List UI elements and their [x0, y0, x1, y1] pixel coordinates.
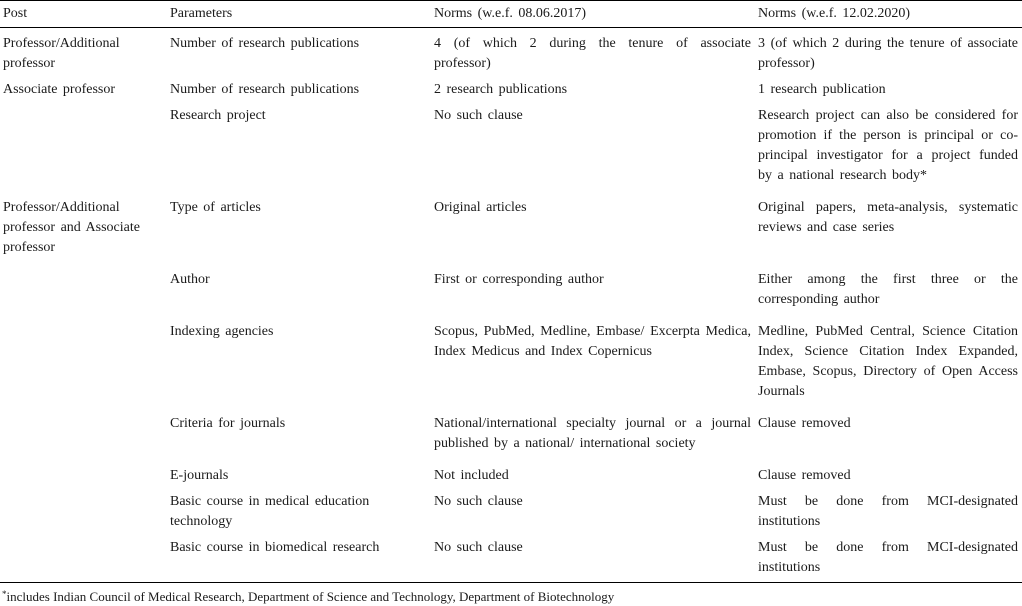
cell-norm-2020: 1 research publication	[758, 82, 886, 97]
cell-norm-2017: 4 (of which 2 during the tenure of associate professor)	[434, 36, 751, 71]
cell-norm-2017: National/international specialty journal or a journal published by a national/ international society	[434, 416, 751, 451]
cell-parameter: Basic course in biomedical research	[167, 532, 431, 583]
cell-parameter: Number of research publications	[170, 36, 360, 51]
cell-norm-2017: Original articles	[434, 200, 527, 215]
cell-norm-2020: Clause removed	[758, 416, 851, 431]
cell-parameter: Criteria for journals	[170, 416, 286, 431]
table-row	[0, 74, 1022, 100]
cell-parameter: Author	[170, 272, 210, 287]
cell-norm-2020: Original papers, meta-analysis, systematic reviews and case series	[758, 200, 1018, 235]
cell-norm-2017: 2 research publications	[434, 82, 568, 97]
cell-parameter: Type of articles	[170, 200, 261, 215]
table-row	[0, 100, 1022, 192]
cell-norm-2017: No such clause	[434, 494, 523, 509]
cell-post	[0, 532, 167, 583]
cell-norm-2017: No such clause	[431, 532, 755, 583]
cell-post	[0, 316, 167, 408]
cell-parameter: Research project	[170, 108, 266, 123]
table-body	[0, 28, 1022, 583]
cell-norm-2017: First or corresponding author	[434, 272, 604, 287]
cell-parameter: Number of research publications	[170, 82, 360, 97]
cell-post	[0, 408, 167, 460]
table-footnote	[2, 589, 614, 605]
cell-norm-2020: Clause removed	[758, 468, 851, 483]
footnote-text: includes Indian Council of Medical Research, Department of Science and Technology, Department of Biotechnology	[6, 589, 615, 604]
cell-norm-2020: Must be done from MCI-designated institutions	[758, 494, 1018, 529]
cell-post: Professor/Additional professor	[3, 36, 120, 71]
cell-post	[0, 486, 167, 532]
table-row	[0, 316, 1022, 408]
header-norms-2017: Norms (w.e.f. 08.06.2017)	[431, 1, 755, 28]
cell-norm-2020: Medline, PubMed Central, Science Citation Index, Science Citation Index Expanded, Embase, Scopus, Directory of Open Access Journals	[758, 324, 1018, 399]
cell-norm-2017: Scopus, PubMed, Medline, Embase/ Excerpta Medica, Index Medicus and Index Copernicus	[434, 324, 751, 359]
table-row	[0, 192, 1022, 264]
cell-parameter: Basic course in medical education technology	[170, 494, 370, 529]
table-header	[0, 1, 1022, 28]
table-row	[0, 532, 1022, 583]
cell-norm-2020: Research project can also be considered for promotion if the person is principal or co-principal investigator for a project funded by a national research body*	[758, 108, 1018, 183]
table-row	[0, 408, 1022, 460]
cell-norm-2020: 3 (of which 2 during the tenure of associate professor)	[758, 36, 1018, 71]
cell-parameter: E-journals	[170, 468, 229, 483]
table-row	[0, 264, 1022, 316]
cell-norm-2020: Must be done from MCI-designated institutions	[755, 532, 1022, 583]
cell-post: Professor/Additional professor and Associate professor	[3, 200, 140, 255]
cell-post	[0, 460, 167, 486]
header-parameters: Parameters	[167, 1, 431, 28]
footnote-marker: *	[2, 589, 7, 599]
cell-post	[0, 100, 167, 192]
table-row	[0, 486, 1022, 532]
cell-norm-2017: No such clause	[434, 108, 523, 123]
cell-post	[0, 264, 167, 316]
header-row	[0, 1, 1022, 28]
header-post: Post	[0, 1, 167, 28]
cell-norm-2020: Either among the first three or the corresponding author	[758, 272, 1018, 307]
table-row	[0, 460, 1022, 486]
header-norms-2020: Norms (w.e.f. 12.02.2020)	[755, 1, 1022, 28]
cell-parameter: Indexing agencies	[170, 324, 274, 339]
cell-post: Associate professor	[3, 82, 116, 97]
table-row	[0, 28, 1022, 75]
cell-norm-2017: Not included	[434, 468, 509, 483]
